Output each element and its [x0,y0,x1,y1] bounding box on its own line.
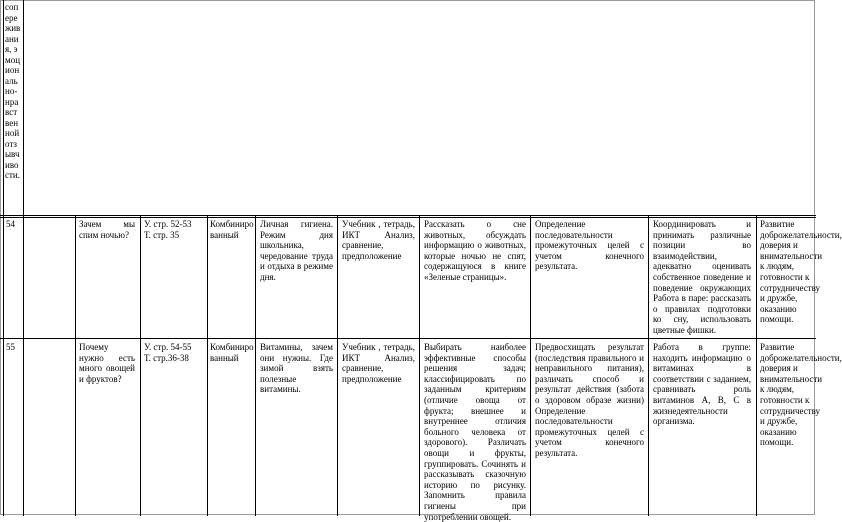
row-54-topic: Зачем мы спим ночью? [79,219,135,240]
top-row-first-col-text: сопереживания, эмоционально-нравственной отзывчивости. [5,2,21,180]
row-55-pages-textbook: У. стр. 54-55 [144,342,192,352]
row-54-personal: Развитие доброжелательности, доверия и внимательности к людям, готовности к сотрудничеству и дружбе, оказанию помощи. [760,219,842,325]
table-rule [207,215,208,516]
table-rule [0,215,816,216]
row-55-pages [144,342,206,363]
row-54-number: 54 [6,219,15,229]
table-rule [756,215,757,516]
table-rule [530,215,531,516]
table-rule [337,215,338,516]
table-rule [255,215,256,516]
row-55-resources: Учебник , тетрадь, ИКТ Анализ, сравнение, предположение [342,342,415,384]
row-55-subject-results: Выбирать наиболее эффективные способы решения задач; классифицировать по заданным критериям (отличие овоща от фрукта; внешнее и внутреннее отличия больного человека от здорового). Различать овощи и фрукты, группировать. Сочинять и рассказывать сказочную историю по рисунку. Запомнить правила гигиены при употреблении овощей. [424,342,526,522]
table-rule [648,215,649,516]
row-54-content: Личная гигиена. Режим дня школьника, чередование труда и отдыха в режиме дня. [260,219,333,282]
row-55-topic: Почему нужно есть много овощей и фруктов? [79,342,135,384]
table-rule [3,0,4,516]
row-55-regulative: Предвосхищать результат (последствия правильного и неправильного питания), различать способ и результат действия (забота о здоровом образе жизни) Определение последовательности промежуточных целей с учетом конечного результата. [535,342,644,458]
row-54-regulative: Определение последовательности промежуточных целей с учетом конечного результата. [535,219,644,272]
row-54-resources: Учебник , тетрадь, ИКТ Анализ, сравнение, предположение [342,219,415,261]
table-rule [419,215,420,516]
row-54-pages [144,219,206,240]
table-rule [0,217,816,218]
row-55-content: Витамины, зачем они нужны. Где зимой взять полезные витамины. [260,342,333,395]
row-54-lesson-type: Комбинированный [210,219,254,240]
table-rule [0,338,816,339]
row-54-subject-results: Рассказать о сне животных, обсуждать информацию о животных, которые ночью не спят, содержащуюся в книге «Зеленые страницы». [424,219,526,282]
row-54-communicative: Координировать и принимать различные позиции во взаимодействии, адекватно оценивать собственное поведение и поведение окружающих Работа в паре: рассказать о правилах подготовки ко сну, использовать цветные фишки. [653,219,751,335]
row-55-pages-workbook: Т. стр.36-38 [144,352,189,363]
row-55-communicative: Работа в группе: находить информацию о витаминах в соответствии с заданием, сравнивать роль витаминов А, В, С в жизнедеятельности организма. [653,342,751,427]
table-rule [75,215,76,516]
table-rule [23,0,24,516]
row-54-pages-workbook: Т. стр. 35 [144,229,180,240]
row-54-pages-textbook: У. стр. 52-53 [144,219,192,229]
row-55-personal: Развитие доброжелательности, доверия и внимательности к людям, готовности к сотрудничеству и дружбе, оказанию помощи. [760,342,842,448]
row-55-lesson-type: Комбинированный [210,342,254,363]
row-55-number: 55 [6,342,15,352]
table-rule [140,215,141,516]
